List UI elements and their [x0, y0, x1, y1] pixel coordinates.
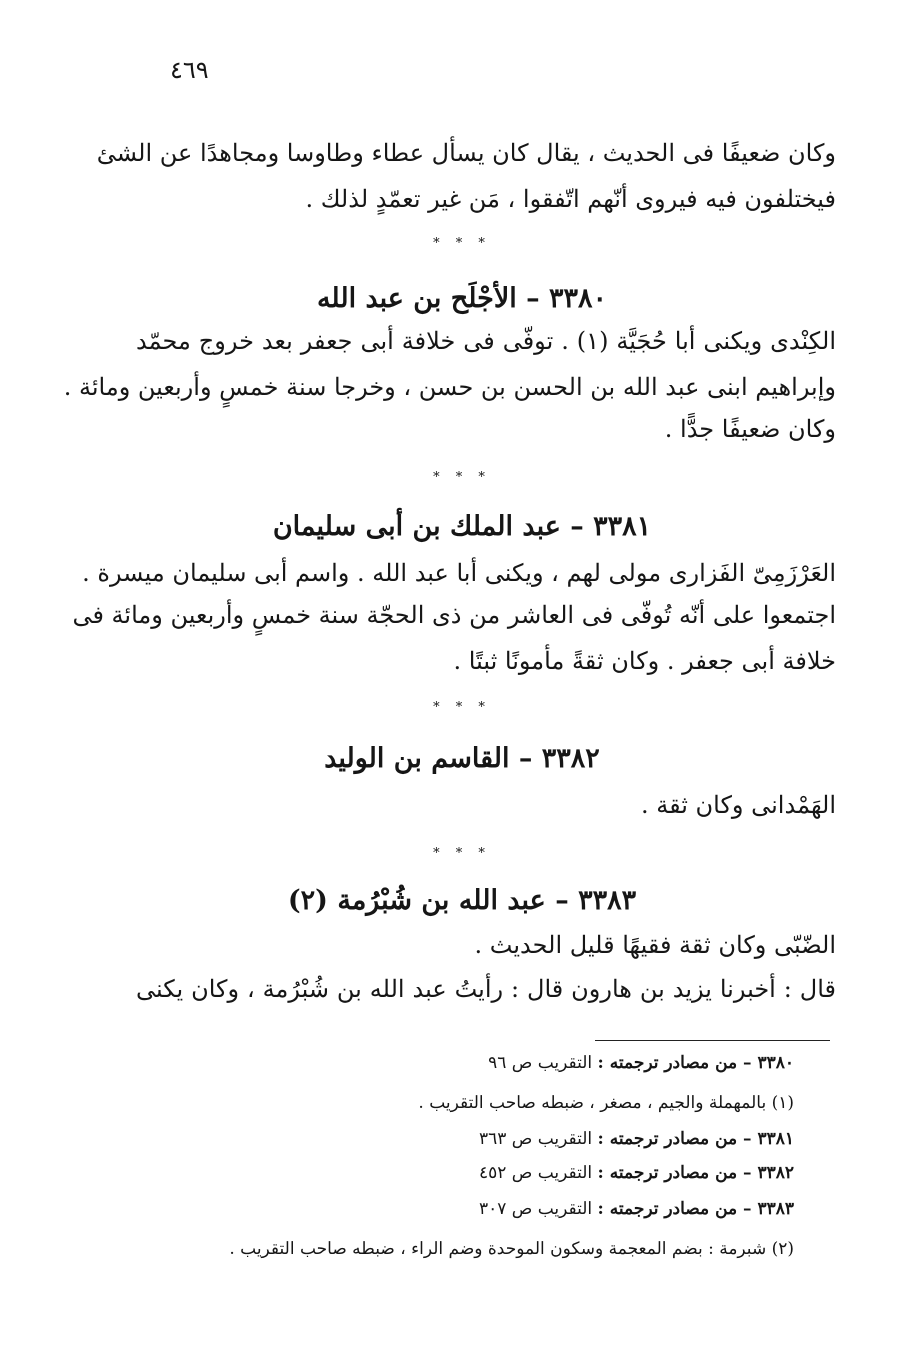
body-line: وكان ضعيفًا جدًّا . — [664, 415, 836, 443]
page-number: ٤٦٩ — [170, 56, 209, 84]
entry-heading: ٣٣٨١ – عبد الملك بن أبى سليمان — [272, 511, 652, 542]
footnote — [479, 1198, 794, 1220]
footnote-text: التقريب ص ٣٦٣ — [478, 1129, 598, 1149]
footnote-rule — [595, 1040, 830, 1041]
body-line: اجتمعوا على أنّه تُوفّى فى العاشر من ذى الحجّة سنة خمسٍ وأربعين ومائة فى — [72, 601, 836, 629]
section-separator: * * * — [433, 236, 491, 251]
footnote-source-label: ٣٣٨٢ – من مصادر ترجمته : — [597, 1163, 794, 1183]
entry-heading: ٣٣٨٠ – الأجْلَح بن عبد الله — [316, 283, 608, 314]
footnote — [479, 1162, 794, 1184]
footnote-text: (٢) شبرمة : بضم المعجمة وسكون الموحدة وضم الراء ، ضبطه صاحب التقريب . — [229, 1239, 794, 1259]
footnote-text: التقريب ص ٣٠٧ — [478, 1199, 598, 1219]
section-separator: * * * — [433, 846, 491, 861]
section-separator: * * * — [433, 470, 491, 485]
body-line: الكِنْدى ويكنى أبا حُجَيَّة (١) . توفّى فى خلافة أبى جعفر بعد خروج محمّد — [136, 327, 836, 355]
footnote — [488, 1052, 794, 1074]
body-line: قال : أخبرنا يزيد بن هارون قال : رأيتُ عبد الله بن شُبْرُمة ، وكان يكنى — [136, 975, 836, 1003]
body-line: خلافة أبى جعفر . وكان ثقةً مأمونًا ثبتًا . — [453, 647, 836, 675]
body-line: فيختلفون فيه فيروى أنّهم اتّفقوا ، مَن غير تعمّدٍ لذلك . — [305, 185, 836, 213]
footnote-source-label: ٣٣٨١ – من مصادر ترجمته : — [597, 1129, 794, 1149]
section-separator: * * * — [433, 700, 491, 715]
footnote-text: التقريب ص ٤٥٢ — [478, 1163, 598, 1183]
footnote-text: (١) بالمهملة والجيم ، مصغر ، ضبطه صاحب التقريب . — [418, 1093, 794, 1113]
body-line: العَرْزَمِىّ الفَزارى مولى لهم ، ويكنى أبا عبد الله . واسم أبى سليمان ميسرة . — [82, 559, 836, 587]
body-line: وكان ضعيفًا فى الحديث ، يقال كان يسأل عطاء وطاوسا ومجاهدًا عن الشئ — [96, 139, 836, 167]
entry-heading: ٣٣٨٢ – القاسم بن الوليد — [324, 743, 600, 774]
body-line: الضّبّى وكان ثقة فقيهًا قليل الحديث . — [474, 931, 836, 959]
entry-heading: ٣٣٨٣ – عبد الله بن شُبْرُمة (٢) — [287, 885, 637, 916]
body-line: الهَمْدانى وكان ثقة . — [640, 791, 836, 819]
body-line: وإبراهيم ابنى عبد الله بن الحسن بن حسن ، وخرجا سنة خمسٍ وأربعين ومائة . — [63, 373, 836, 401]
footnote-source-label: ٣٣٨٣ – من مصادر ترجمته : — [597, 1199, 794, 1219]
footnote — [229, 1238, 794, 1260]
footnote — [418, 1092, 794, 1114]
footnote-source-label: ٣٣٨٠ – من مصادر ترجمته : — [597, 1053, 794, 1073]
footnote-text: التقريب ص ٩٦ — [488, 1053, 598, 1073]
footnote — [479, 1128, 794, 1150]
